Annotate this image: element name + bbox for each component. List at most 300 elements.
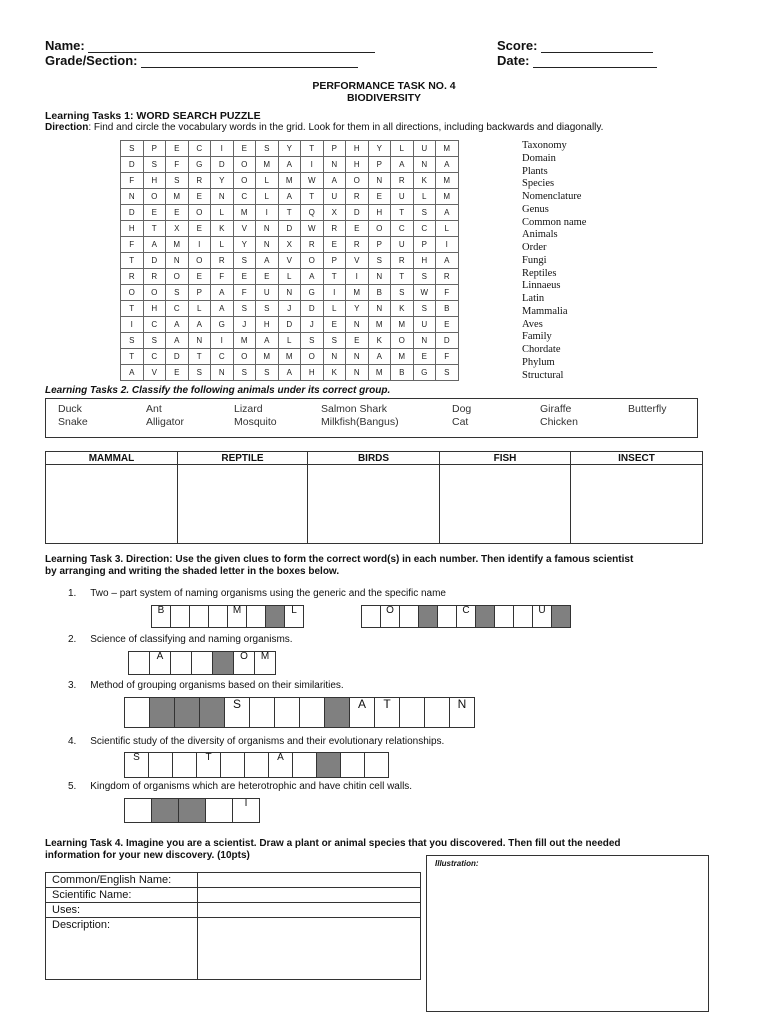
grid-cell[interactable]: M xyxy=(166,189,189,205)
grid-cell[interactable]: O xyxy=(233,157,256,173)
grid-cell[interactable]: O xyxy=(233,173,256,189)
grid-cell[interactable]: A xyxy=(143,237,166,253)
grid-cell[interactable]: O xyxy=(301,349,324,365)
grid-cell[interactable]: E xyxy=(143,205,166,221)
letter-box[interactable]: A xyxy=(268,752,293,778)
letter-box[interactable]: S xyxy=(124,752,149,778)
grid-cell[interactable]: A xyxy=(256,333,279,349)
grid-cell[interactable]: H xyxy=(346,141,369,157)
grid-cell[interactable]: T xyxy=(121,301,144,317)
letter-box[interactable]: C xyxy=(456,605,476,628)
grid-cell[interactable]: P xyxy=(188,285,211,301)
letter-box[interactable]: O xyxy=(233,651,255,675)
grid-cell[interactable]: I xyxy=(346,269,369,285)
shaded-letter-box[interactable] xyxy=(551,605,571,628)
letter-box[interactable] xyxy=(364,752,389,778)
grid-cell[interactable]: L xyxy=(278,333,301,349)
letter-box[interactable]: A xyxy=(149,651,171,675)
letter-box[interactable] xyxy=(361,605,381,628)
grid-cell[interactable]: L xyxy=(211,237,234,253)
grid-cell[interactable]: S xyxy=(166,173,189,189)
grid-cell[interactable]: N xyxy=(121,189,144,205)
common-name-field[interactable] xyxy=(198,873,421,888)
grid-cell[interactable]: O xyxy=(233,349,256,365)
grid-cell[interactable]: W xyxy=(301,173,324,189)
grid-cell[interactable]: C xyxy=(143,317,166,333)
grid-cell[interactable]: E xyxy=(323,317,346,333)
grid-cell[interactable]: V xyxy=(278,253,301,269)
shaded-letter-box[interactable] xyxy=(265,605,285,628)
letter-box[interactable] xyxy=(424,697,450,728)
grid-cell[interactable]: A xyxy=(166,317,189,333)
group-cell-birds[interactable] xyxy=(308,465,440,544)
grid-cell[interactable]: Y xyxy=(346,301,369,317)
letter-box[interactable] xyxy=(220,752,245,778)
letter-box[interactable]: L xyxy=(284,605,304,628)
grid-cell[interactable]: N xyxy=(256,237,279,253)
grid-cell[interactable]: N xyxy=(368,269,391,285)
letter-box[interactable] xyxy=(292,752,317,778)
grid-cell[interactable]: T xyxy=(323,269,346,285)
grid-cell[interactable]: S xyxy=(256,141,279,157)
grid-cell[interactable]: D xyxy=(278,317,301,333)
letter-box[interactable] xyxy=(399,605,419,628)
grid-cell[interactable]: E xyxy=(346,221,369,237)
grid-cell[interactable]: G xyxy=(188,157,211,173)
answer-boxes-2[interactable] xyxy=(129,651,276,675)
grid-cell[interactable]: J xyxy=(233,317,256,333)
grid-cell[interactable]: N xyxy=(211,365,234,381)
grid-cell[interactable]: F xyxy=(121,173,144,189)
group-cell-reptile[interactable] xyxy=(178,465,308,544)
grid-cell[interactable]: H xyxy=(346,157,369,173)
letter-box[interactable] xyxy=(494,605,514,628)
shaded-letter-box[interactable] xyxy=(316,752,341,778)
grid-cell[interactable]: H xyxy=(143,301,166,317)
grid-cell[interactable]: I xyxy=(211,333,234,349)
letter-box[interactable] xyxy=(189,605,209,628)
answer-boxes-5[interactable] xyxy=(125,798,260,823)
grid-cell[interactable]: K xyxy=(368,333,391,349)
grid-cell[interactable]: S xyxy=(413,269,436,285)
grid-cell[interactable]: C xyxy=(143,349,166,365)
grid-cell[interactable]: M xyxy=(436,173,459,189)
grid-cell[interactable]: M xyxy=(436,189,459,205)
letter-box[interactable] xyxy=(340,752,365,778)
grid-cell[interactable]: L xyxy=(278,269,301,285)
grid-cell[interactable]: A xyxy=(278,157,301,173)
grid-cell[interactable]: H xyxy=(301,365,324,381)
grid-cell[interactable]: N xyxy=(278,285,301,301)
grid-cell[interactable]: D xyxy=(346,205,369,221)
grid-cell[interactable]: M xyxy=(256,157,279,173)
grid-cell[interactable]: B xyxy=(391,365,414,381)
scientific-name-field[interactable] xyxy=(198,888,421,903)
grid-cell[interactable]: E xyxy=(166,141,189,157)
letter-box[interactable]: M xyxy=(254,651,276,675)
shaded-letter-box[interactable] xyxy=(174,697,200,728)
grid-cell[interactable]: Y xyxy=(368,141,391,157)
grid-cell[interactable]: E xyxy=(323,237,346,253)
shaded-letter-box[interactable] xyxy=(151,798,179,823)
shaded-letter-box[interactable] xyxy=(475,605,495,628)
grid-cell[interactable]: T xyxy=(278,205,301,221)
letter-box[interactable] xyxy=(249,697,275,728)
grid-cell[interactable]: D xyxy=(166,349,189,365)
grid-cell[interactable]: S xyxy=(413,205,436,221)
grid-cell[interactable]: A xyxy=(391,157,414,173)
letter-box[interactable]: T xyxy=(374,697,400,728)
grid-cell[interactable]: K xyxy=(211,221,234,237)
group-cell-insect[interactable] xyxy=(571,465,703,544)
grid-cell[interactable]: E xyxy=(346,333,369,349)
letter-box[interactable] xyxy=(172,752,197,778)
grid-cell[interactable]: E xyxy=(188,189,211,205)
grid-cell[interactable]: N xyxy=(346,349,369,365)
grid-cell[interactable]: C xyxy=(188,141,211,157)
grid-cell[interactable]: J xyxy=(301,317,324,333)
grid-cell[interactable]: H xyxy=(143,173,166,189)
grid-cell[interactable]: B xyxy=(436,301,459,317)
grid-cell[interactable]: L xyxy=(436,221,459,237)
grid-cell[interactable]: K xyxy=(391,301,414,317)
grid-cell[interactable]: M xyxy=(256,349,279,365)
grid-cell[interactable]: F xyxy=(436,349,459,365)
shaded-letter-box[interactable] xyxy=(149,697,175,728)
grid-cell[interactable]: O xyxy=(143,189,166,205)
grid-cell[interactable]: D xyxy=(121,205,144,221)
grid-cell[interactable]: L xyxy=(323,301,346,317)
letter-box[interactable] xyxy=(128,651,150,675)
grid-cell[interactable]: O xyxy=(166,269,189,285)
grid-cell[interactable]: N xyxy=(346,365,369,381)
grid-cell[interactable]: S xyxy=(121,141,144,157)
grid-cell[interactable]: E xyxy=(233,269,256,285)
letter-box[interactable]: U xyxy=(532,605,552,628)
grid-cell[interactable]: K xyxy=(323,365,346,381)
grid-cell[interactable]: N xyxy=(413,157,436,173)
word-search-grid[interactable] xyxy=(120,140,459,381)
grid-cell[interactable]: C xyxy=(413,221,436,237)
letter-box[interactable] xyxy=(191,651,213,675)
grid-cell[interactable]: A xyxy=(211,301,234,317)
grid-cell[interactable]: D xyxy=(211,157,234,173)
grid-cell[interactable]: P xyxy=(323,141,346,157)
grid-cell[interactable]: E xyxy=(436,317,459,333)
grid-cell[interactable]: U xyxy=(256,285,279,301)
grid-cell[interactable]: T xyxy=(143,221,166,237)
grid-cell[interactable]: U xyxy=(413,317,436,333)
grid-cell[interactable]: I xyxy=(211,141,234,157)
grid-cell[interactable]: M xyxy=(233,333,256,349)
grid-cell[interactable]: I xyxy=(301,157,324,173)
grid-cell[interactable]: D xyxy=(121,157,144,173)
grid-cell[interactable]: U xyxy=(323,189,346,205)
grid-cell[interactable]: M xyxy=(278,349,301,365)
grid-cell[interactable]: H xyxy=(256,317,279,333)
grid-cell[interactable]: E xyxy=(413,349,436,365)
grid-cell[interactable]: R xyxy=(211,253,234,269)
grid-cell[interactable]: T xyxy=(188,349,211,365)
grid-cell[interactable]: M xyxy=(278,173,301,189)
grid-cell[interactable]: N xyxy=(323,349,346,365)
grid-cell[interactable]: P xyxy=(143,141,166,157)
grid-cell[interactable]: O xyxy=(368,221,391,237)
grid-cell[interactable]: S xyxy=(143,333,166,349)
grid-cell[interactable]: S xyxy=(233,365,256,381)
grid-cell[interactable]: S xyxy=(301,333,324,349)
grid-cell[interactable]: A xyxy=(436,253,459,269)
grid-cell[interactable]: E xyxy=(233,141,256,157)
grid-cell[interactable]: V xyxy=(233,221,256,237)
letter-box[interactable]: T xyxy=(196,752,221,778)
grid-cell[interactable]: G xyxy=(413,365,436,381)
shaded-letter-box[interactable] xyxy=(178,798,206,823)
grid-cell[interactable]: D xyxy=(301,301,324,317)
grid-cell[interactable]: F xyxy=(121,237,144,253)
illustration-box[interactable] xyxy=(426,855,709,1012)
letter-box[interactable] xyxy=(399,697,425,728)
letter-box[interactable] xyxy=(170,651,192,675)
grid-cell[interactable]: S xyxy=(391,285,414,301)
grid-cell[interactable]: E xyxy=(166,205,189,221)
grid-cell[interactable]: D xyxy=(436,333,459,349)
grid-cell[interactable]: G xyxy=(301,285,324,301)
grid-cell[interactable]: C xyxy=(233,189,256,205)
grid-cell[interactable]: R xyxy=(323,221,346,237)
grid-cell[interactable]: N xyxy=(368,301,391,317)
grid-cell[interactable]: H xyxy=(368,205,391,221)
letter-box[interactable]: O xyxy=(380,605,400,628)
letter-box[interactable] xyxy=(246,605,266,628)
grid-cell[interactable]: O xyxy=(121,285,144,301)
grid-cell[interactable]: T xyxy=(391,269,414,285)
grid-cell[interactable]: O xyxy=(188,253,211,269)
letter-box[interactable]: B xyxy=(151,605,171,628)
grid-cell[interactable]: O xyxy=(143,285,166,301)
group-cell-mammal[interactable] xyxy=(46,465,178,544)
grid-cell[interactable]: Y xyxy=(278,141,301,157)
grid-cell[interactable]: Y xyxy=(233,237,256,253)
grid-cell[interactable]: O xyxy=(301,253,324,269)
grid-cell[interactable]: D xyxy=(143,253,166,269)
grid-cell[interactable]: N xyxy=(256,221,279,237)
grid-cell[interactable]: A xyxy=(188,317,211,333)
grid-cell[interactable]: A xyxy=(256,253,279,269)
shaded-letter-box[interactable] xyxy=(418,605,438,628)
grid-cell[interactable]: R xyxy=(188,173,211,189)
grid-cell[interactable]: S xyxy=(413,301,436,317)
grid-cell[interactable]: Q xyxy=(301,205,324,221)
grid-cell[interactable]: M xyxy=(233,205,256,221)
grid-cell[interactable]: I xyxy=(188,237,211,253)
grid-cell[interactable]: S xyxy=(233,301,256,317)
grid-cell[interactable]: R xyxy=(346,237,369,253)
grid-cell[interactable]: D xyxy=(278,221,301,237)
grid-cell[interactable]: C xyxy=(166,301,189,317)
answer-boxes-3[interactable] xyxy=(125,697,475,728)
grid-cell[interactable]: C xyxy=(391,221,414,237)
grid-cell[interactable]: U xyxy=(391,237,414,253)
shaded-letter-box[interactable] xyxy=(212,651,234,675)
description-field[interactable] xyxy=(198,918,421,980)
grid-cell[interactable]: P xyxy=(323,253,346,269)
grid-cell[interactable]: X xyxy=(323,205,346,221)
grid-cell[interactable]: I xyxy=(436,237,459,253)
shaded-letter-box[interactable] xyxy=(199,697,225,728)
letter-box[interactable] xyxy=(124,697,150,728)
grid-cell[interactable]: O xyxy=(391,333,414,349)
grid-cell[interactable]: P xyxy=(368,237,391,253)
grid-cell[interactable]: S xyxy=(256,365,279,381)
grid-cell[interactable]: X xyxy=(166,221,189,237)
grid-cell[interactable]: C xyxy=(211,349,234,365)
grid-cell[interactable]: A xyxy=(278,189,301,205)
grid-cell[interactable]: T xyxy=(121,349,144,365)
letter-box[interactable] xyxy=(148,752,173,778)
letter-box[interactable] xyxy=(170,605,190,628)
letter-box[interactable]: N xyxy=(449,697,475,728)
grid-cell[interactable]: U xyxy=(391,189,414,205)
name-input[interactable] xyxy=(88,41,375,53)
letter-box[interactable] xyxy=(244,752,269,778)
grid-cell[interactable]: S xyxy=(188,365,211,381)
grid-cell[interactable]: U xyxy=(413,141,436,157)
grid-cell[interactable]: J xyxy=(278,301,301,317)
grid-cell[interactable]: P xyxy=(413,237,436,253)
grid-cell[interactable]: N xyxy=(166,253,189,269)
grid-cell[interactable]: O xyxy=(188,205,211,221)
letter-box[interactable]: M xyxy=(227,605,247,628)
grid-cell[interactable]: L xyxy=(256,173,279,189)
answer-boxes-1b[interactable] xyxy=(362,605,571,628)
grid-cell[interactable]: L xyxy=(391,141,414,157)
grid-cell[interactable]: R xyxy=(436,269,459,285)
grid-cell[interactable]: N xyxy=(188,333,211,349)
grid-cell[interactable]: A xyxy=(323,173,346,189)
grid-cell[interactable]: S xyxy=(143,157,166,173)
grid-cell[interactable]: I xyxy=(323,285,346,301)
grid-cell[interactable]: F xyxy=(166,157,189,173)
grid-cell[interactable]: R xyxy=(391,253,414,269)
grid-cell[interactable]: L xyxy=(256,189,279,205)
grid-cell[interactable]: K xyxy=(413,173,436,189)
grid-cell[interactable]: G xyxy=(211,317,234,333)
grid-cell[interactable]: E xyxy=(166,365,189,381)
letter-box[interactable] xyxy=(205,798,233,823)
grid-cell[interactable]: M xyxy=(391,317,414,333)
grid-cell[interactable]: A xyxy=(166,333,189,349)
grid-cell[interactable]: S xyxy=(233,253,256,269)
date-input[interactable] xyxy=(533,56,657,68)
grid-cell[interactable]: T xyxy=(391,205,414,221)
grid-cell[interactable]: M xyxy=(368,365,391,381)
grid-cell[interactable]: A xyxy=(436,157,459,173)
grid-cell[interactable]: H xyxy=(413,253,436,269)
grid-cell[interactable]: T xyxy=(301,141,324,157)
grid-cell[interactable]: M xyxy=(166,237,189,253)
grid-cell[interactable]: S xyxy=(121,333,144,349)
grid-cell[interactable]: S xyxy=(256,301,279,317)
grid-cell[interactable]: A xyxy=(301,269,324,285)
letter-box[interactable] xyxy=(299,697,325,728)
answer-boxes-1a[interactable] xyxy=(152,605,304,628)
grid-cell[interactable]: R xyxy=(121,269,144,285)
grid-cell[interactable]: N xyxy=(413,333,436,349)
grid-cell[interactable]: F xyxy=(211,269,234,285)
grid-cell[interactable]: Y xyxy=(211,173,234,189)
score-input[interactable] xyxy=(541,41,653,53)
letter-box[interactable] xyxy=(274,697,300,728)
grid-cell[interactable]: S xyxy=(166,285,189,301)
shaded-letter-box[interactable] xyxy=(324,697,350,728)
grid-cell[interactable]: A xyxy=(436,205,459,221)
grade-input[interactable] xyxy=(141,56,358,68)
grid-cell[interactable]: R xyxy=(391,173,414,189)
grid-cell[interactable]: E xyxy=(188,269,211,285)
grid-cell[interactable]: R xyxy=(301,237,324,253)
grid-cell[interactable]: A xyxy=(211,285,234,301)
grid-cell[interactable]: X xyxy=(278,237,301,253)
letter-box[interactable]: I xyxy=(232,798,260,823)
grid-cell[interactable]: V xyxy=(346,253,369,269)
grid-cell[interactable]: L xyxy=(188,301,211,317)
grid-cell[interactable]: A xyxy=(368,349,391,365)
grid-cell[interactable]: I xyxy=(121,317,144,333)
group-cell-fish[interactable] xyxy=(440,465,571,544)
grid-cell[interactable]: O xyxy=(346,173,369,189)
letter-box[interactable] xyxy=(437,605,457,628)
grid-cell[interactable]: H xyxy=(121,221,144,237)
grid-cell[interactable]: N xyxy=(211,189,234,205)
grid-cell[interactable]: N xyxy=(346,317,369,333)
grid-cell[interactable]: E xyxy=(368,189,391,205)
grid-cell[interactable]: T xyxy=(301,189,324,205)
letter-box[interactable] xyxy=(513,605,533,628)
grid-cell[interactable]: B xyxy=(368,285,391,301)
grid-cell[interactable]: S xyxy=(368,253,391,269)
grid-cell[interactable]: M xyxy=(391,349,414,365)
grid-cell[interactable]: I xyxy=(256,205,279,221)
letter-box[interactable]: S xyxy=(224,697,250,728)
letter-box[interactable] xyxy=(124,798,152,823)
grid-cell[interactable]: M xyxy=(436,141,459,157)
grid-cell[interactable]: F xyxy=(436,285,459,301)
grid-cell[interactable]: V xyxy=(143,365,166,381)
grid-cell[interactable]: R xyxy=(143,269,166,285)
letter-box[interactable] xyxy=(208,605,228,628)
grid-cell[interactable]: N xyxy=(368,173,391,189)
grid-cell[interactable]: M xyxy=(346,285,369,301)
uses-field[interactable] xyxy=(198,903,421,918)
grid-cell[interactable]: E xyxy=(188,221,211,237)
grid-cell[interactable]: S xyxy=(323,333,346,349)
grid-cell[interactable]: L xyxy=(413,189,436,205)
letter-box[interactable]: A xyxy=(349,697,375,728)
grid-cell[interactable]: T xyxy=(121,253,144,269)
grid-cell[interactable]: E xyxy=(256,269,279,285)
grid-cell[interactable]: A xyxy=(278,365,301,381)
grid-cell[interactable]: F xyxy=(233,285,256,301)
grid-cell[interactable]: S xyxy=(436,365,459,381)
grid-cell[interactable]: N xyxy=(323,157,346,173)
grid-cell[interactable]: W xyxy=(413,285,436,301)
answer-boxes-4[interactable] xyxy=(125,752,389,778)
grid-cell[interactable]: W xyxy=(301,221,324,237)
grid-cell[interactable]: M xyxy=(368,317,391,333)
grid-cell[interactable]: P xyxy=(368,157,391,173)
grid-cell[interactable]: A xyxy=(121,365,144,381)
